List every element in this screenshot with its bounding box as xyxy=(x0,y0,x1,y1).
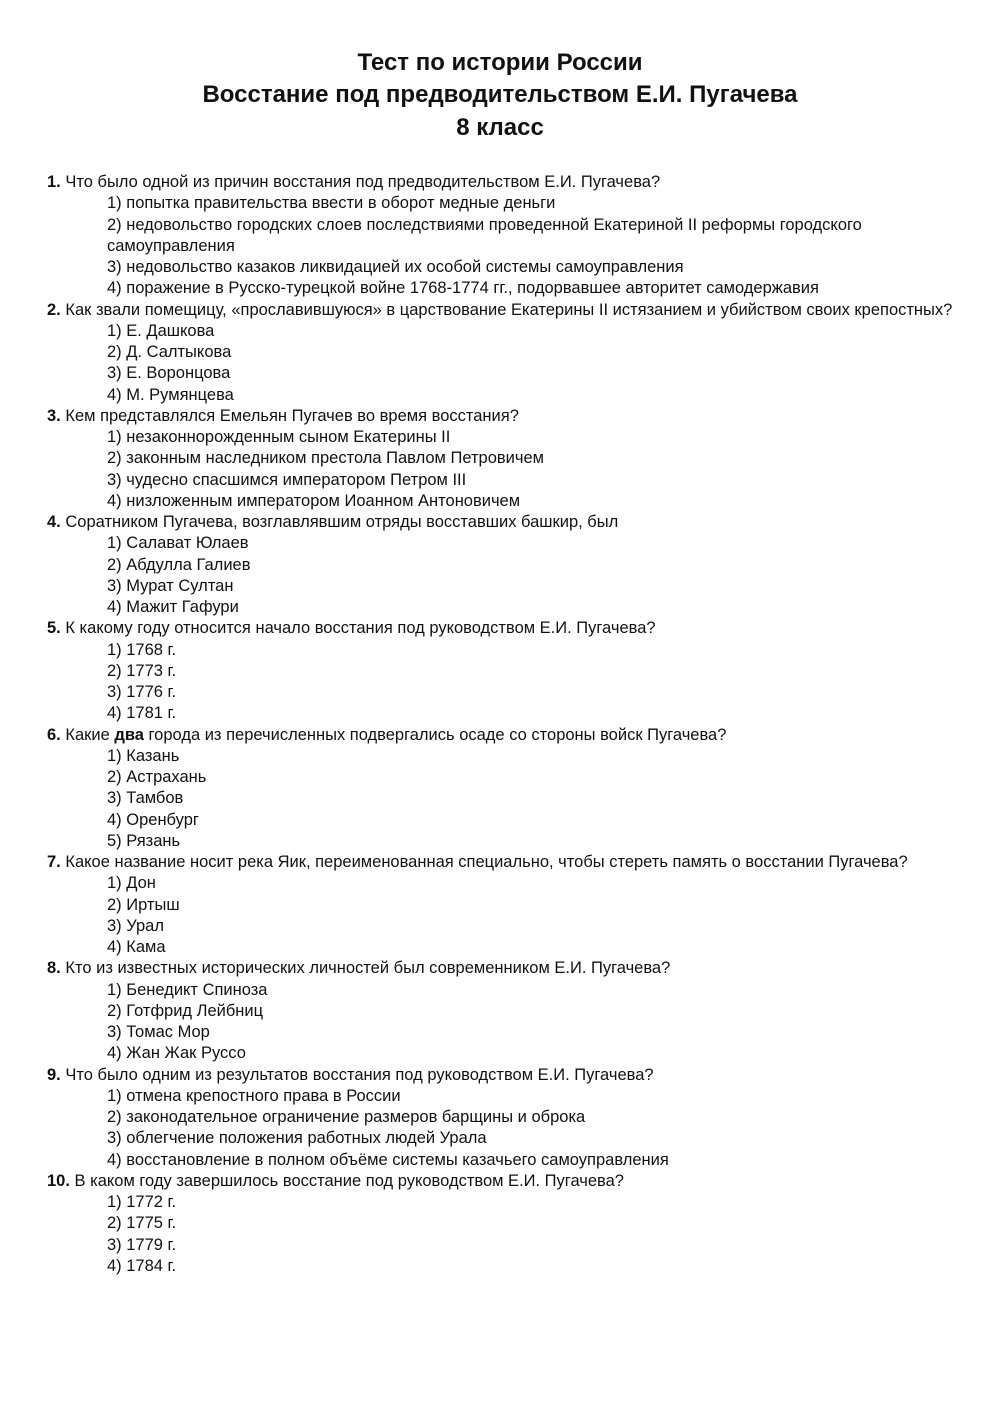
question-number: 4. xyxy=(47,513,61,531)
question-8 xyxy=(47,958,967,1064)
answer-option: 1) Е. Дашкова xyxy=(107,321,215,340)
question-text: Как звали помещицу, «прославившуюся» в царствование Екатерины II истязанием и убийством своих крепостных? xyxy=(65,300,953,319)
question-7 xyxy=(47,852,967,958)
question-text-after: города из перечисленных подвергались осаде со стороны войск Пугачева? xyxy=(143,725,727,744)
question-1 xyxy=(47,172,967,300)
question-text: Кто из известных исторических личностей был современником Е.И. Пугачева? xyxy=(65,959,671,978)
answer-options xyxy=(47,746,967,852)
answer-option: 1) Бенедикт Спиноза xyxy=(107,980,268,999)
answer-option: 1) отмена крепостного права в России xyxy=(107,1086,401,1105)
question-6 xyxy=(47,725,967,853)
question-text-emphasis: два xyxy=(114,725,144,744)
answer-option: 3) Е. Воронцова xyxy=(107,364,231,383)
answer-option: 4) 1781 г. xyxy=(107,704,177,723)
answer-option: 1) незаконнорожденным сыном Екатерины II xyxy=(107,428,451,446)
answer-option: 3) Тамбов xyxy=(107,789,184,808)
question-text: К какому году относится начало восстания под руководством Е.И. Пугачева? xyxy=(65,619,656,638)
answer-option: 4) низложенным императором Иоанном Антоновичем xyxy=(107,491,521,510)
answer-option: 2) законным наследником престола Павлом Петровичем xyxy=(107,449,544,468)
answer-options xyxy=(47,873,967,958)
answer-option: 1) Дон xyxy=(107,874,156,893)
answer-option: 4) восстановление в полном объёме системы казачьего самоуправления xyxy=(107,1150,669,1169)
answer-option: 4) Жан Жак Руссо xyxy=(107,1044,246,1063)
answer-options xyxy=(47,1192,967,1277)
question-number: 10. xyxy=(47,1171,70,1190)
answer-options xyxy=(47,321,967,406)
answer-option: 3) облегчение положения работных людей Урала xyxy=(107,1129,487,1148)
question-text: Кем представлялся Емельян Пугачев во время восстания? xyxy=(65,406,519,425)
answer-option: 1) Казань xyxy=(107,746,180,765)
answer-option: 3) 1779 г. xyxy=(107,1235,177,1254)
answer-option: 2) Д. Салтыкова xyxy=(107,343,232,361)
question-number: 5. xyxy=(47,619,61,638)
answer-option: 3) недовольство казаков ликвидацией их особой системы самоуправления xyxy=(107,258,684,276)
question-text: Какое название носит река Яик, переименованная специально, чтобы стереть память о восстании Пугачева? xyxy=(65,853,908,871)
answer-option: 4) поражение в Русско-турецкой войне 1768-1774 гг., подорвавшее авторитет самодержавия xyxy=(107,279,819,298)
page-subtitle: Восстание под предводительством Е.И. Пугачева xyxy=(202,81,798,108)
answer-option: 5) Рязань xyxy=(107,831,181,850)
question-number: 6. xyxy=(47,725,61,744)
grade-label: 8 класс xyxy=(456,114,544,141)
answer-option: 2) Астрахань xyxy=(107,768,207,786)
question-list xyxy=(47,172,967,1277)
question-number: 2. xyxy=(47,300,61,319)
answer-option: 2) 1775 г. xyxy=(107,1214,177,1233)
answer-options xyxy=(47,193,967,299)
answer-option: 4) Кама xyxy=(107,938,166,956)
answer-option: 2) законодательное ограничение размеров барщины и оброка xyxy=(107,1108,586,1126)
answer-option: 3) 1776 г. xyxy=(107,683,177,701)
answer-option: 2) Абдулла Галиев xyxy=(107,555,251,574)
question-text: В каком году завершилось восстание под руководством Е.И. Пугачева? xyxy=(74,1171,624,1190)
question-number: 3. xyxy=(47,406,61,425)
answer-option: 2) 1773 г. xyxy=(107,661,177,680)
answer-options xyxy=(47,980,967,1065)
answer-option: 2) недовольство городских слоев последствиями проведенной Екатериной II реформы городского самоуправления xyxy=(107,215,862,255)
answer-option: 4) 1784 г. xyxy=(107,1256,177,1275)
answer-option: 4) Оренбург xyxy=(107,810,199,829)
answer-option: 4) М. Румянцева xyxy=(107,385,234,404)
question-text: Что было одной из причин восстания под предводительством Е.И. Пугачева? xyxy=(65,173,661,191)
question-number: 8. xyxy=(47,959,61,978)
answer-option: 4) Мажит Гафури xyxy=(107,598,239,616)
question-text-before: Какие xyxy=(65,725,115,744)
question-3 xyxy=(47,406,967,512)
answer-option: 2) Готфрид Лейбниц xyxy=(107,1001,264,1020)
answer-options xyxy=(47,427,967,512)
answer-option: 1) Салават Юлаев xyxy=(107,534,249,553)
answer-option: 1) 1768 г. xyxy=(107,640,177,659)
answer-option: 3) Мурат Султан xyxy=(107,576,234,595)
question-4 xyxy=(47,512,967,618)
question-number: 9. xyxy=(47,1065,61,1084)
answer-option: 1) 1772 г. xyxy=(107,1193,177,1211)
answer-options xyxy=(47,640,967,725)
answer-option: 3) Томас Мор xyxy=(107,1023,210,1041)
question-9 xyxy=(47,1065,967,1171)
question-number: 1. xyxy=(47,173,61,191)
question-5 xyxy=(47,618,967,724)
question-number: 7. xyxy=(47,853,61,871)
answer-options xyxy=(47,1086,967,1171)
answer-option: 2) Иртыш xyxy=(107,895,180,914)
answer-option: 3) Урал xyxy=(107,916,164,935)
answer-options xyxy=(47,533,967,618)
question-10 xyxy=(47,1171,967,1277)
answer-option: 3) чудесно спасшимся императором Петром III xyxy=(107,470,467,489)
question-2 xyxy=(47,300,967,406)
question-text: Соратником Пугачева, возглавлявшим отряды восставших башкир, был xyxy=(65,513,619,531)
question-text: Что было одним из результатов восстания под руководством Е.И. Пугачева? xyxy=(65,1065,654,1084)
answer-option: 1) попытка правительства ввести в оборот медные деньги xyxy=(107,194,556,213)
page-title: Тест по истории России xyxy=(357,49,643,76)
